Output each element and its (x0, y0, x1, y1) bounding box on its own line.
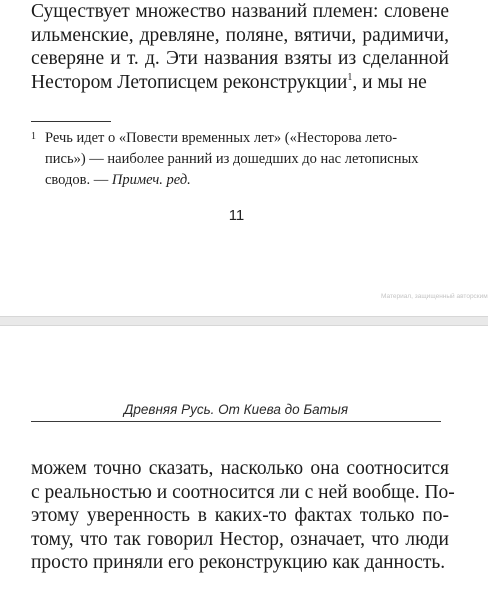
copyright-watermark: Материал, защищенный авторским (381, 293, 488, 300)
text-line: тому, что так говорил Нестор, означает, что люди (31, 528, 449, 550)
footnote-reference[interactable]: 1 (347, 71, 353, 83)
text-line: просто приняли его реконструкцию как данность. (31, 552, 446, 574)
text-line: северяне и т. д. Эти названия взяты из сделанной (31, 48, 449, 70)
footnote (31, 128, 446, 191)
text-line: этому уверенность в каких-то фактах только по- (31, 505, 449, 527)
page-number: 11 (228, 207, 245, 224)
text-line: с реальностью и соотносится ли с ней вообще. По- (31, 481, 455, 503)
footnote-line: Речь идет о «Повести временных лет» («Несторова лето- (45, 130, 398, 146)
footnote-line (31, 170, 446, 191)
footnote-separator (31, 121, 111, 122)
text-line: можем точно сказать, насколько она соотносится (31, 458, 449, 479)
text-line (31, 71, 449, 95)
text-line-part: , и мы не (352, 71, 427, 93)
page-divider (0, 316, 488, 326)
editor-note: Примеч. ред. (111, 172, 191, 188)
running-head: Древняя Русь. От Киева до Батыя (123, 402, 349, 417)
running-head-rule (31, 421, 441, 422)
footnote-line: пись») — наиболее ранний из дошедших до нас летописных (45, 151, 419, 167)
text-line-part: Нестором Летописцем реконструкции (31, 71, 348, 93)
footnote-text: сводов. — (45, 172, 112, 188)
upper-page-body-text (31, 0, 449, 94)
footnote-number: 1 (31, 131, 36, 142)
text-line: Существует множество названий племен: словене (31, 1, 449, 22)
text-line: ильменские, древляне, поляне, вятичи, радимичи, (31, 24, 449, 46)
lower-page-body-text (31, 457, 455, 575)
